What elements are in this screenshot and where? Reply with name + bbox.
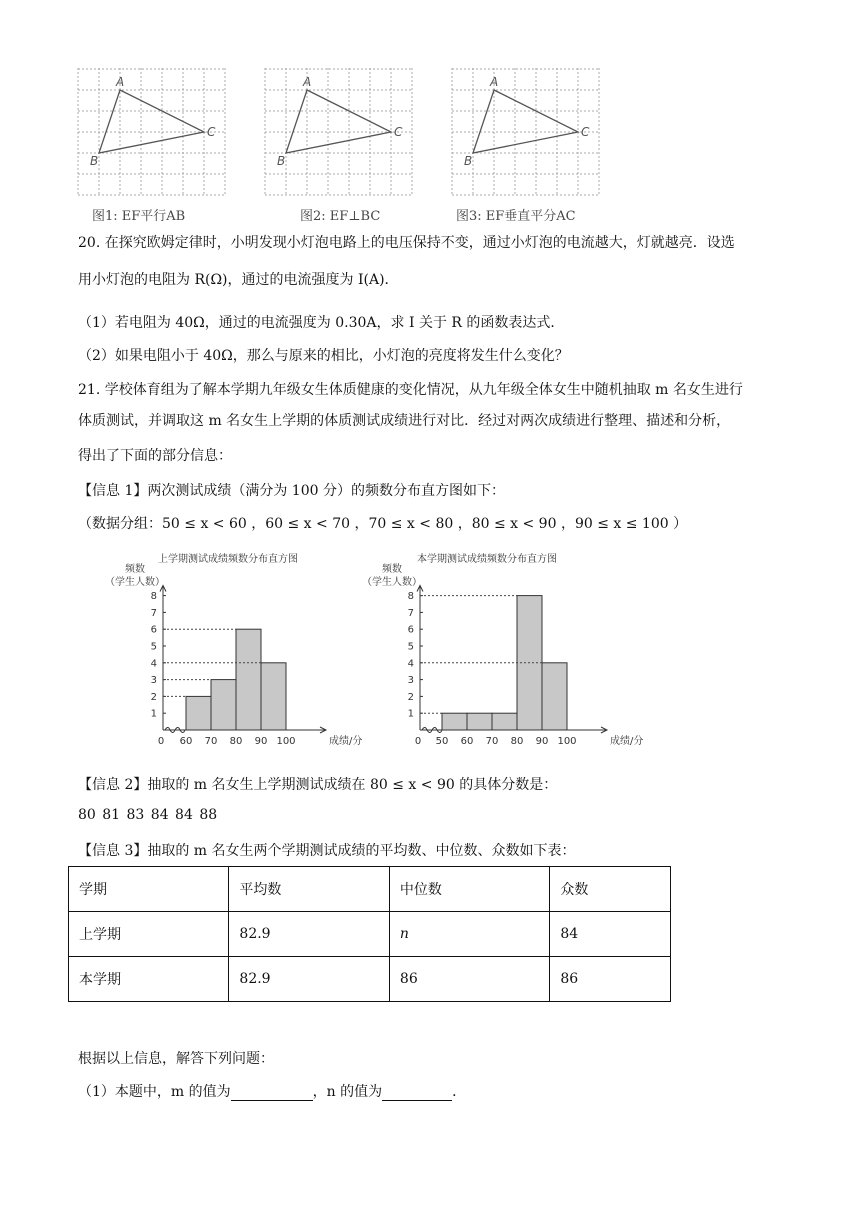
y-tick-label: 3 (150, 675, 157, 687)
histogram-bar (492, 713, 517, 730)
point-b-label: B (277, 154, 286, 168)
y-tick-label: 7 (150, 607, 157, 619)
x-tick-label: 80 (510, 736, 524, 747)
point-c-label: C (581, 125, 590, 139)
table-cell: 本学期 (69, 957, 229, 1002)
q20-part-2: （2）如果电阻小于 40Ω，那么与原来的相比，小灯泡的亮度将发生什么变化？ (78, 348, 569, 364)
table-header-cell: 众数 (550, 867, 671, 912)
triangle-figure-3 (452, 68, 600, 198)
y-tick-label: 5 (407, 641, 414, 653)
histogram-bar (467, 713, 492, 730)
point-a-label: A (116, 75, 125, 89)
y-axis-label: （学生人数） (362, 577, 422, 588)
histogram-bar (261, 663, 286, 730)
q21-line-1: 21. 学校体育组为了解本学期九年级女生体质健康的变化情况，从九年级全体女生中随机抽取 m 名女生进行 (78, 382, 743, 398)
question-1-part-c: ． (452, 1084, 467, 1100)
x-axis-label: 成绩/分 (329, 736, 363, 747)
x-tick-label: 90 (535, 736, 549, 747)
question-1-part-a: （1）本题中，m 的值为 (78, 1084, 231, 1100)
y-tick-label: 2 (150, 691, 157, 703)
q21-grouping: （数据分组：50 ≤ x < 60 ，60 ≤ x < 70 ，70 ≤ x < 80 ，80 ≤ x < 90 ，90 ≤ x ≤ 100 ） (78, 516, 688, 532)
histogram-bar (442, 713, 467, 730)
y-tick-label: 2 (407, 691, 414, 703)
figure-3-caption: 图3: EF垂直平分AC (456, 209, 576, 224)
x-axis-label: 成绩/分 (610, 736, 644, 747)
point-b-label: B (90, 154, 99, 168)
table-cell: 82.9 (229, 957, 390, 1002)
table-cell: 82.9 (229, 912, 390, 957)
table-header-cell: 平均数 (229, 867, 390, 912)
histogram-bar (236, 629, 261, 730)
x-tick-label: 70 (485, 736, 499, 747)
table-header-cell: 中位数 (389, 867, 549, 912)
triangle-figure-1 (78, 68, 226, 198)
q20-line-2: 用小灯泡的电阻为 R(Ω)，通过的电流强度为 I(A)． (78, 272, 399, 288)
histogram-bar (542, 663, 567, 730)
stats-table (68, 866, 671, 1002)
x-tick-label: 80 (229, 736, 243, 747)
answer-blank-n[interactable] (382, 1086, 452, 1101)
histogram-bar (211, 680, 236, 730)
q21-question-1 (78, 1081, 466, 1101)
table-cell: 86 (550, 957, 671, 1002)
table-cell: 86 (389, 957, 549, 1002)
q21-question-intro: 根据以上信息，解答下列问题： (78, 1051, 274, 1067)
table-row (69, 957, 671, 1002)
x-tick-label: 70 (204, 736, 218, 747)
x-tick-label: 0 (414, 736, 422, 747)
x-tick-label: 100 (557, 736, 577, 747)
point-b-label: B (464, 154, 473, 168)
q21-info-2: 【信息 2】抽取的 m 名女生上学期测试成绩在 80 ≤ x < 90 的具体分数是： (78, 777, 558, 793)
figure-1-caption: 图1: EF平行AB (92, 209, 186, 224)
point-c-label: C (207, 125, 216, 139)
table-header-cell: 学期 (69, 867, 229, 912)
chart-title: 上学期测试成绩频数分布直方图 (158, 554, 298, 565)
y-tick-label: 3 (407, 675, 414, 687)
y-tick-label: 8 (407, 591, 414, 603)
table-cell: 84 (550, 912, 671, 957)
table-cell: 上学期 (69, 912, 229, 957)
histogram-last-semester (88, 548, 363, 753)
chart-title: 本学期测试成绩频数分布直方图 (417, 554, 557, 565)
point-a-label: A (303, 75, 312, 89)
point-a-label: A (490, 75, 499, 89)
triangle-figure-2 (265, 68, 413, 198)
q21-info-1: 【信息 1】两次测试成绩（满分为 100 分）的频数分布直方图如下： (78, 483, 505, 499)
x-tick-label: 0 (157, 736, 165, 747)
y-tick-label: 7 (407, 607, 414, 619)
table-cell: n (389, 912, 549, 957)
q20-line-1: 20. 在探究欧姆定律时，小明发现小灯泡电路上的电压保持不变，通过小灯泡的电流越大，灯就越亮．设选 (78, 235, 735, 251)
histogram-bar (186, 696, 211, 730)
y-tick-label: 8 (150, 591, 157, 603)
histogram-this-semester (345, 548, 645, 753)
y-tick-label: 5 (150, 641, 157, 653)
table-header-row (69, 867, 671, 912)
q21-info-3: 【信息 3】抽取的 m 名女生两个学期测试成绩的平均数、中位数、众数如下表： (78, 843, 576, 859)
y-axis-label: 频数 (382, 564, 402, 575)
y-tick-label: 4 (150, 658, 157, 670)
q21-scores: 80 81 83 84 84 88 (78, 807, 218, 823)
x-tick-label: 60 (179, 736, 193, 747)
x-tick-label: 50 (435, 736, 449, 747)
answer-blank-m[interactable] (231, 1086, 313, 1101)
y-axis-label: 频数 (125, 564, 145, 575)
question-1-part-b: ，n 的值为 (312, 1084, 383, 1100)
point-c-label: C (394, 125, 403, 139)
q21-line-2: 体质测试，并调取这 m 名女生上学期的体质测试成绩进行对比．经过对两次成绩进行整理、描述和分析， (78, 413, 731, 429)
y-axis-label: （学生人数） (105, 577, 165, 588)
y-tick-label: 4 (407, 658, 414, 670)
x-tick-label: 60 (460, 736, 474, 747)
x-tick-label: 100 (276, 736, 296, 747)
y-tick-label: 6 (150, 624, 157, 636)
table-row (69, 912, 671, 957)
q20-part-1: （1）若电阻为 40Ω，通过的电流强度为 0.30A，求 I 关于 R 的函数表达式． (78, 315, 565, 331)
y-tick-label: 1 (407, 708, 414, 720)
q21-line-3: 得出了下面的部分信息： (78, 448, 232, 464)
figure-2-caption: 图2: EF⊥BC (300, 209, 381, 224)
x-tick-label: 90 (254, 736, 268, 747)
y-tick-label: 6 (407, 624, 414, 636)
y-tick-label: 1 (150, 708, 157, 720)
